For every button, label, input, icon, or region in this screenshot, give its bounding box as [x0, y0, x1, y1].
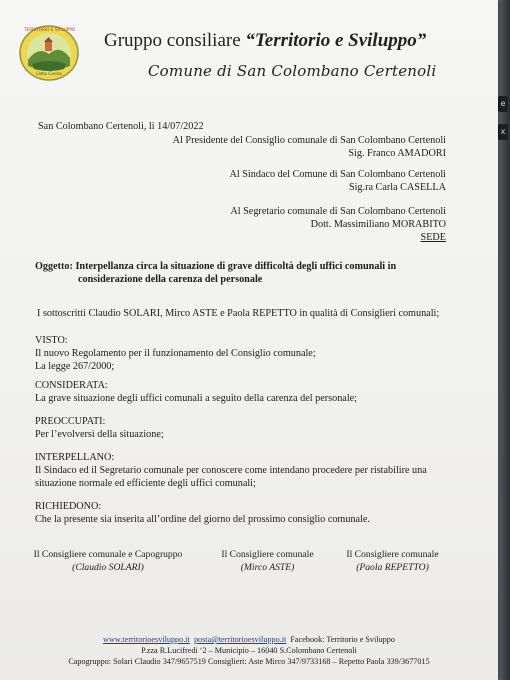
footer-links: [0, 634, 498, 645]
recipient-name: Sig.ra Carla CASELLA: [348, 182, 446, 193]
signature-block: [330, 548, 455, 574]
signature-name: (Paola REPETTO): [356, 562, 429, 573]
section-richiedono: [35, 500, 370, 526]
letterhead-title-prefix: Gruppo consiliare: [104, 30, 246, 51]
section-text: Il nuovo Regolamento per il funzionamento del Consiglio comunale;: [35, 348, 316, 359]
recipient-line: Al Presidente del Consiglio comunale di San Colombano Certenoli: [172, 135, 446, 146]
section-considerata: [35, 379, 357, 405]
signature-role: Il Consigliere comunale e Capogruppo: [33, 549, 183, 560]
letterhead-group-name: “Territorio e Sviluppo”: [245, 30, 427, 51]
logo-subtext: Lista Civica: [36, 72, 62, 77]
recipient-sede: SEDE: [420, 232, 446, 243]
recipient-mayor: [230, 168, 446, 194]
party-logo: [18, 24, 80, 82]
recipient-secretary: [230, 205, 446, 244]
recipient-president: [173, 134, 446, 160]
section-heading: INTERPELLANO:: [35, 452, 115, 463]
signature-name: (Mirco ASTE): [240, 562, 295, 573]
keyboard-key: e: [498, 96, 508, 112]
section-text: Il Sindaco ed il Segretario comunale per conoscere come intendano procedere per ristabilire una: [35, 465, 427, 476]
recipient-line: Al Segretario comunale di San Colombano Certenoli: [230, 206, 446, 217]
section-heading: PREOCCUPATI:: [35, 416, 106, 427]
section-text: Per l’evolversi della situazione;: [35, 429, 164, 440]
signature-role: Il Consigliere comunale: [346, 549, 439, 560]
place-date: San Colombano Certenoli, lì 14/07/2022: [38, 121, 204, 132]
letterhead-title: [104, 30, 484, 52]
logo-text: TERRITORIO E SVILUPPO: [24, 27, 76, 32]
section-text: La legge 267/2000;: [35, 361, 115, 372]
section-interpellano: [35, 451, 427, 490]
section-heading: VISTO:: [35, 335, 68, 346]
website-link[interactable]: www.territorioesviluppo.it: [103, 635, 190, 644]
letterhead-subtitle: Comune di San Colombano Certenoli: [148, 62, 437, 80]
section-heading: CONSIDERATA:: [35, 380, 108, 391]
section-text: Che la presente sia inserita all’ordine del giorno del prossimo consiglio comunale.: [35, 514, 370, 525]
intro-paragraph: I sottoscritti Claudio SOLARI, Mirco ASTE e Paola REPETTO in qualità di Consiglieri comunali;: [37, 308, 440, 319]
subject-line2: considerazione della carenza del personale: [78, 274, 263, 285]
keyboard-key: x: [498, 124, 508, 140]
signature-block: [205, 548, 330, 574]
subject-line1: Interpellanza circa la situazione di grave difficoltà degli uffici comunali in: [75, 261, 397, 272]
subject: [35, 260, 396, 273]
background-keyboard-edge: [496, 0, 510, 680]
section-visto: [35, 334, 316, 373]
signature-name: (Claudio SOLARI): [72, 562, 144, 573]
section-text: La grave situazione degli uffici comunali a seguito della carenza del personale;: [35, 393, 357, 404]
recipient-line: Al Sindaco del Comune di San Colombano Certenoli: [229, 169, 446, 180]
signature-block: [28, 548, 188, 574]
email-link[interactable]: posta@territorioesviluppo.it: [193, 635, 287, 644]
subject-label: Oggetto:: [35, 261, 73, 272]
facebook-text: Facebook: Territorio e Sviluppo: [290, 635, 395, 644]
section-heading: RICHIEDONO:: [35, 501, 102, 512]
signature-role: Il Consigliere comunale: [221, 549, 314, 560]
recipient-name: Dott. Massimiliano MORABITO: [310, 219, 446, 230]
section-text: situazione normale ed efficiente degli uffici comunali;: [35, 478, 256, 489]
footer-contacts: Capogruppo: Solari Claudio 347/9657519 Consiglieri: Aste Mirco 347/9733168 – Repetto Paola 339/3677015: [68, 657, 430, 666]
footer-address: P.zza R.Lucifredi ‘2 – Municipio – 16040 S.Colombano Certenoli: [141, 646, 357, 655]
recipient-name: Sig. Franco AMADORI: [348, 148, 446, 159]
section-preoccupati: [35, 415, 164, 441]
